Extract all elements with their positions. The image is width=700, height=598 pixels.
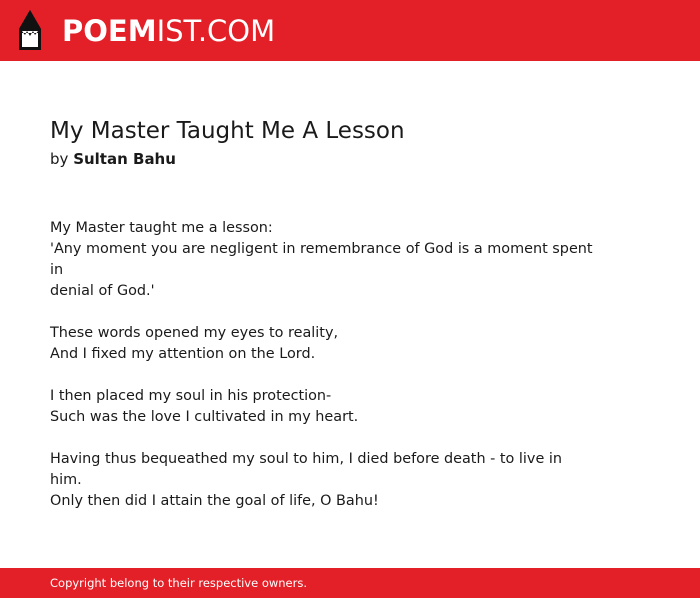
- site-footer: [0, 568, 700, 598]
- poem-line: Such was the love I cultivated in my heart.: [50, 409, 359, 425]
- poem-stanza: [50, 386, 595, 428]
- site-header: [0, 0, 700, 61]
- poem-line: And I fixed my attention on the Lord.: [50, 346, 316, 362]
- poem-line: denial of God.': [50, 283, 155, 299]
- poem-title: My Master Taught Me A Lesson: [50, 118, 405, 144]
- poem-line: 'Any moment you are negligent in remembrance of God is a moment spent in: [50, 241, 593, 278]
- pencil-tip-icon[interactable]: [17, 9, 43, 51]
- copyright-text: Copyright belong to their respective owners.: [50, 576, 308, 590]
- poem-line: Only then did I attain the goal of life, O Bahu!: [50, 493, 379, 509]
- poem-stanza: [50, 449, 595, 512]
- site-logo-link[interactable]: [62, 12, 275, 50]
- author-link[interactable]: Sultan Bahu: [73, 150, 176, 168]
- poem-line: These words opened my eyes to reality,: [50, 325, 339, 341]
- poem-line: I then placed my soul in his protection-: [50, 388, 332, 404]
- brand-light-text: IST.COM: [156, 14, 276, 48]
- poem-byline: [50, 148, 176, 170]
- poem-stanza: [50, 218, 595, 302]
- byline-label: by: [50, 150, 69, 168]
- poem-stanza: [50, 323, 595, 365]
- poem-line: Having thus bequeathed my soul to him, I died before death - to live in: [50, 451, 562, 467]
- poem-body: [50, 218, 595, 533]
- brand-strong-text: POEM: [62, 14, 157, 48]
- poem-line: him.: [50, 472, 82, 488]
- poem-line: My Master taught me a lesson:: [50, 220, 273, 236]
